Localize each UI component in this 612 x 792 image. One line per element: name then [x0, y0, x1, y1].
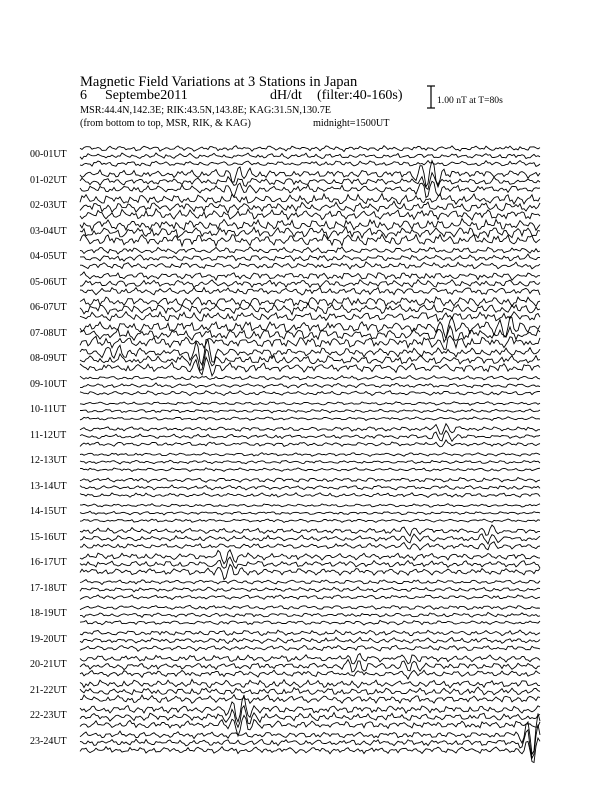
quantity-label: dH/dt — [270, 88, 302, 103]
hour-label: 13-14UT — [30, 480, 67, 492]
trace-rik — [80, 660, 540, 672]
trace-kag — [80, 645, 540, 651]
trace-rik — [80, 326, 540, 342]
hour-label: 01-02UT — [30, 174, 67, 186]
month-year-label: Septembe2011 — [105, 88, 188, 103]
chart-title: Magnetic Field Variations at 3 Stations in Japan — [80, 74, 358, 90]
trace-kag — [80, 181, 540, 197]
trace-msr — [80, 402, 540, 406]
trace-kag — [80, 391, 540, 396]
hour-label: 09-10UT — [30, 378, 67, 390]
trace-msr — [80, 525, 540, 536]
trace-kag — [80, 357, 540, 376]
hour-label: 08-09UT — [30, 353, 67, 364]
trace-kag — [80, 417, 540, 421]
trace-kag — [80, 738, 540, 763]
trace-kag — [80, 542, 540, 550]
trace-kag — [80, 161, 540, 167]
filter-label: (filter:40-160s) — [317, 88, 403, 103]
hour-label: 20-21UT — [30, 659, 67, 670]
trace-rik — [80, 280, 540, 288]
trace-rik — [80, 383, 540, 388]
trace-msr — [80, 504, 540, 507]
trace-kag — [80, 312, 540, 322]
hour-label: 16-17UT — [30, 557, 67, 568]
station-coordinates: MSR:44.4N,142.3E; RIK:43.5N,143.8E; KAG:31.5N,130.7E — [80, 105, 332, 116]
trace-rik — [80, 612, 540, 617]
trace-msr — [80, 630, 540, 636]
hour-label: 21-22UT — [30, 684, 67, 696]
trace-kag — [80, 209, 540, 220]
scale-bar-label: 1.00 nT at T=80s — [437, 95, 503, 106]
trace-rik — [80, 637, 540, 643]
trace-rik — [80, 201, 540, 213]
scale-bar — [427, 86, 435, 108]
trace-kag — [80, 234, 540, 246]
hour-label: 07-08UT — [30, 327, 67, 339]
trace-kag — [80, 288, 540, 296]
station-order-note: (from bottom to top, MSR, RIK, & KAG) — [80, 118, 251, 129]
hour-label: 02-03UT — [30, 200, 67, 211]
trace-msr — [80, 580, 540, 585]
trace-kag — [80, 493, 540, 498]
trace-msr — [80, 316, 540, 339]
trace-msr — [80, 478, 540, 483]
trace-msr — [80, 146, 540, 152]
trace-msr — [80, 247, 540, 254]
trace-msr — [80, 297, 540, 307]
trace-kag — [80, 620, 540, 625]
hour-label: 23-24UT — [30, 735, 67, 747]
hour-label: 18-19UT — [30, 608, 67, 619]
trace-kag — [80, 440, 540, 447]
trace-kag — [80, 595, 540, 600]
trace-msr — [80, 424, 540, 434]
trace-rik — [80, 687, 540, 695]
hour-label: 19-20UT — [30, 633, 67, 645]
trace-msr — [80, 272, 540, 280]
trace-msr — [80, 679, 540, 688]
trace-rik — [80, 725, 540, 759]
day-label: 6 — [80, 88, 87, 103]
hour-label: 04-05UT — [30, 251, 67, 262]
hour-label: 00-01UT — [30, 149, 67, 160]
midnight-note: midnight=1500UT — [313, 118, 390, 129]
trace-msr — [80, 376, 540, 380]
hour-label: 03-04UT — [30, 225, 67, 237]
trace-rik — [80, 587, 540, 592]
hour-label: 15-16UT — [30, 531, 67, 543]
trace-kag — [80, 468, 540, 472]
trace-rik — [80, 534, 540, 544]
hour-label: 11-12UT — [30, 429, 67, 441]
trace-rik — [80, 485, 540, 490]
hour-label: 05-06UT — [30, 276, 67, 288]
trace-msr — [80, 453, 540, 457]
hour-label: 14-15UT — [30, 506, 67, 517]
trace-kag — [80, 715, 540, 736]
trace-rik — [80, 254, 540, 261]
trace-msr — [80, 714, 540, 755]
trace-kag — [80, 695, 540, 704]
hour-label: 10-11UT — [30, 404, 67, 415]
trace-kag — [80, 262, 540, 269]
hour-label: 12-13UT — [30, 455, 67, 466]
trace-msr — [80, 654, 540, 664]
trace-msr — [80, 605, 540, 609]
trace-rik — [80, 409, 540, 413]
trace-rik — [80, 431, 540, 442]
hour-label: 06-07UT — [30, 302, 67, 313]
hour-label: 17-18UT — [30, 582, 67, 594]
trace-kag — [80, 519, 540, 523]
trace-group — [80, 146, 540, 763]
trace-msr — [80, 550, 540, 564]
trace-kag — [80, 670, 540, 679]
trace-kag — [80, 336, 540, 350]
trace-rik — [80, 460, 540, 464]
hour-label: 22-23UT — [30, 710, 67, 721]
trace-msr — [80, 194, 540, 205]
trace-kag — [80, 564, 540, 579]
trace-rik — [80, 153, 540, 159]
trace-rik — [80, 511, 540, 515]
